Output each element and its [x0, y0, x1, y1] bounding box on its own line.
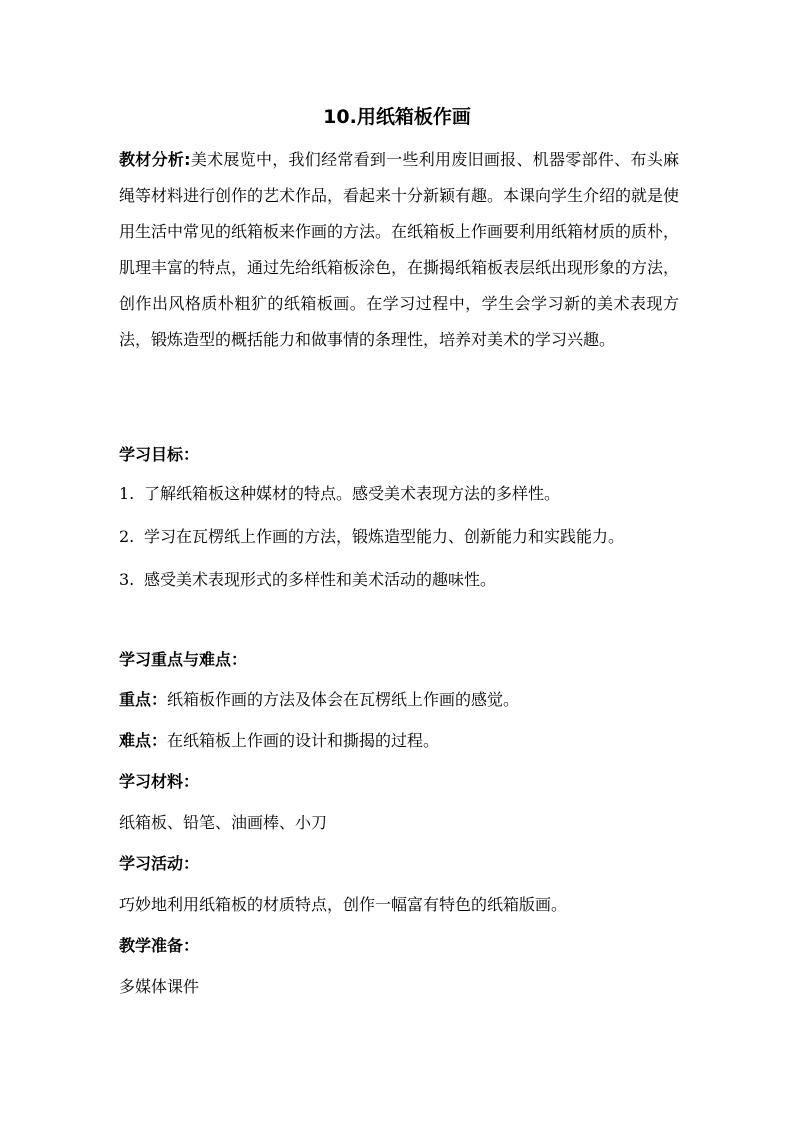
preparation-text: 多媒体课件: [119, 977, 200, 996]
focus-label: 重点：: [119, 690, 168, 709]
materials-heading: 学习材料：: [119, 772, 200, 791]
activity-text: 巧妙地利用纸箱板的材质特点，创作一幅富有特色的纸箱版画。: [119, 895, 568, 914]
list-item: [119, 476, 679, 512]
difficulty-label: 难点：: [119, 731, 168, 750]
list-item-text: 感受美术表现形式的多样性和美术活动的趣味性。: [144, 570, 497, 589]
list-item-text: 学习在瓦楞纸上作画的方法，锻炼造型能力、创新能力和实践能力。: [144, 527, 625, 546]
list-item-number: 2.: [119, 527, 135, 546]
list-item-number: 1.: [119, 484, 135, 503]
activity-heading: 学习活动：: [119, 854, 200, 873]
difficulty-text: 在纸箱板上作画的设计和撕揭的过程。: [167, 731, 440, 750]
list-item: [119, 562, 679, 598]
preparation-heading: 教学准备：: [119, 936, 200, 955]
analysis-label: 教材分析:: [119, 150, 191, 169]
list-item-text: 了解纸箱板这种媒材的特点。感受美术表现方法的多样性。: [144, 484, 561, 503]
keypoints-heading: 学习重点与难点：: [119, 650, 248, 669]
document-title: 10.用纸箱板作画: [323, 106, 471, 128]
focus-line: [119, 682, 679, 718]
list-item: [119, 519, 679, 555]
analysis-text: 美术展览中，我们经常看到一些利用废旧画报、机器零部件、布头麻绳等材料进行创作的艺术作品，看起来十分新颖有趣。本课向学生介绍的就是使用生活中常见的纸箱板来作画的方法。在纸箱板上作画要利用纸箱材质的质朴，肌理丰富的特点，通过先给纸箱板涂色，在撕揭纸箱板表层纸出现形象的方法，创作出风格质朴粗犷的纸箱板画。在学习过程中，学生会学习新的美术表现方法，锻炼造型的概括能力和做事情的条理性，培养对美术的学习兴趣。: [119, 150, 680, 349]
goals-list: [119, 476, 679, 598]
goals-heading: 学习目标：: [119, 445, 200, 464]
analysis-paragraph: [119, 142, 679, 358]
list-item-number: 3.: [119, 570, 135, 589]
focus-text: 纸箱板作画的方法及体会在瓦楞纸上作画的感觉。: [167, 690, 520, 709]
materials-text: 纸箱板、铅笔、油画棒、小刀: [119, 813, 328, 832]
difficulty-line: [119, 723, 679, 759]
